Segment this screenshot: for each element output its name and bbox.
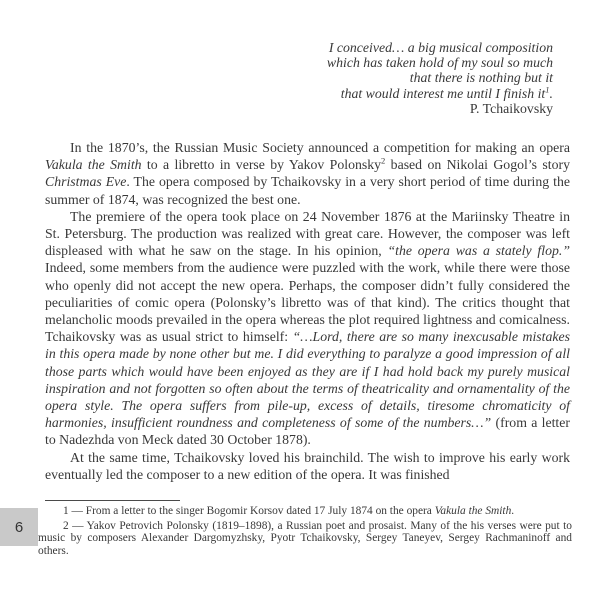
body-text xyxy=(45,139,570,483)
footnotes xyxy=(38,505,572,557)
epigraph-attribution: P. Tchaikovsky xyxy=(469,100,553,116)
paragraph-brainchild: At the same time, Tchaikovsky loved his brainchild. The wish to improve his early work eventually led the composer to a new edition of the opera. It was finished xyxy=(45,449,570,482)
epigraph xyxy=(180,40,553,116)
footnote-divider xyxy=(45,500,180,501)
epigraph-line: that there is nothing but it xyxy=(409,70,553,86)
epigraph-line: I conceived… a big musical composition xyxy=(328,40,553,55)
paragraph-intro: In the 1870’s, the Russian Music Society announced a competition for making an opera Vakula the Smith to a libretto in verse by Yakov Polonsky$^2$ based on Nikolai Gogol’s story Christmas Eve. The opera composed by Tchaikovsky in a very short period of time during the summer of 1874, was recognized the best one. xyxy=(45,140,570,207)
footnote-2: 2 — Yakov Petrovich Polonsky (1819–1898), a Russian poet and prosaist. Many of the his verses were put to music by composers Alexander Dargomyzhsky, Pyotr Tchaikovsky, Sergey Taneyev, Sergey Rachmaninoff and others. xyxy=(38,519,572,557)
page-number-badge: 6 xyxy=(0,508,38,546)
epigraph-line: which has taken hold of my soul so much xyxy=(326,55,553,71)
paragraph-premiere: The premiere of the opera took place on 24 November 1876 at the Mariinsky Theatre in St. Petersburg. The production was realized with great care. However, the composer was left displeased with what he saw on the stage. In his opinion, “the opera was a stately flop.” Indeed, some members from the audience were puzzled with the work, while there were those who openly did not accept the new opera. Perhaps, the composer didn’t fully considered the peculiarities of comic opera (Polonsky’s libretto was of that kind). The critics thought that melancholic moods prevailed in the opera whereas the plot required lightness and comicalness. Tchaikovsky was as usual strict to himself: “…Lord, there are so many inexcusable mistakes in this opera made by none other but me. I did everything to paralyze a good impression of all those parts which would have been enjoyed as they are if I had hold back my purely musical inspiration and not forgotten so often about the terms of theatricality and ornamentality of the opera style. The opera suffers from pile-up, excess of details, tiresome chromaticity of harmonies, insufficient roundness and completeness of some of the numbers…” (from a letter to Nadezhda von Meck dated 30 October 1878). xyxy=(45,208,571,448)
epigraph-line: that would interest me until I finish $it^1$. xyxy=(340,84,553,101)
footnote-1: 1 — From a letter to the singer Bogomir Korsov dated 17 July 1874 on the opera Vakula the Smith. xyxy=(63,505,515,517)
